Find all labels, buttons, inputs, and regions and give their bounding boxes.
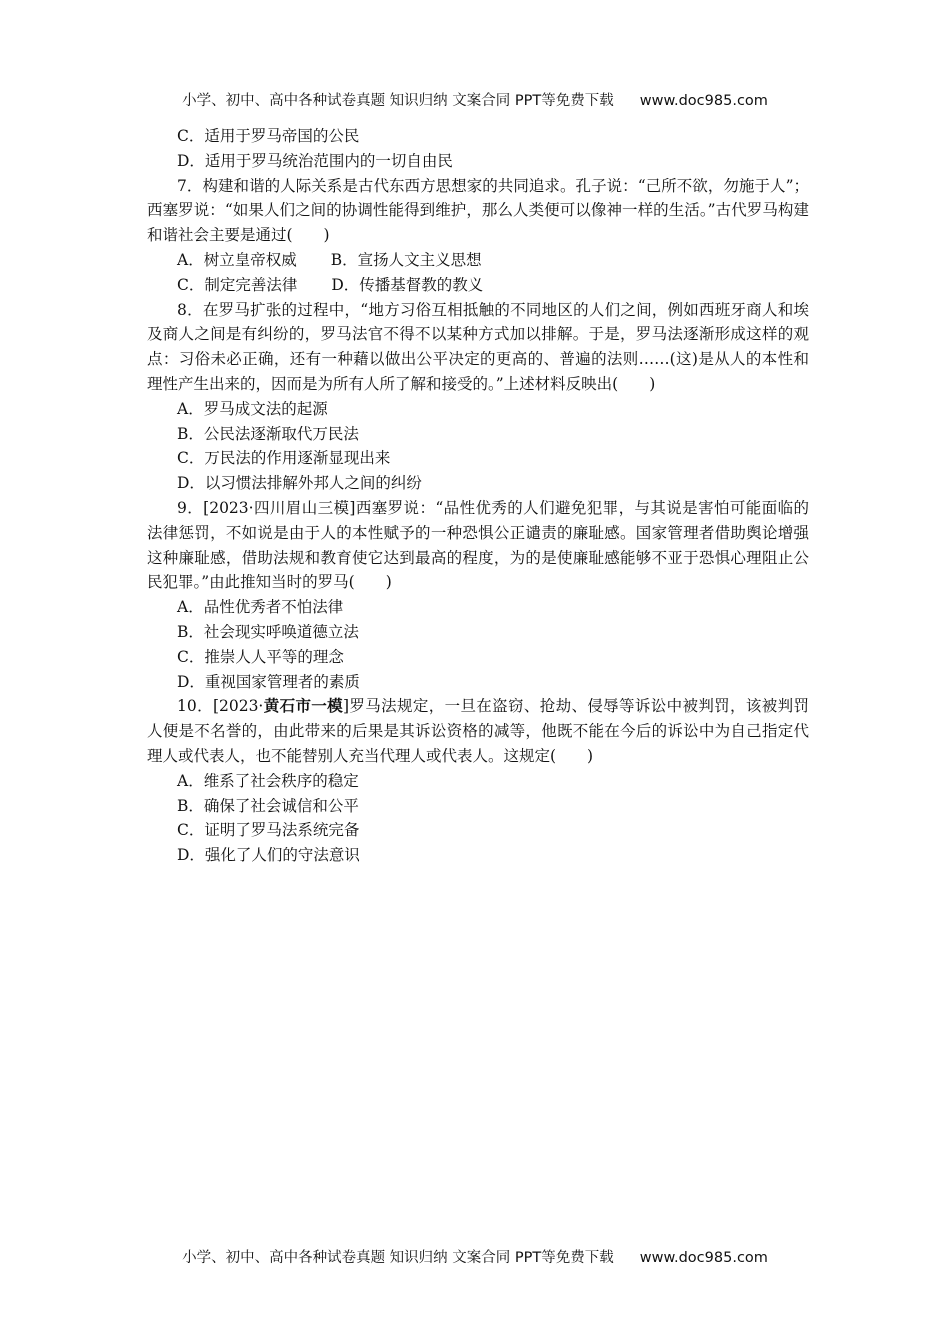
- question-7: [147, 174, 809, 298]
- option-d: D．强化了人们的守法意识: [177, 846, 360, 865]
- option-c: C．制定完善法律: [177, 275, 298, 294]
- option-d: D．传播基督教的教义: [331, 275, 484, 294]
- option-b: B．公民法逐渐取代万民法: [177, 424, 359, 443]
- question-10-number: 10．[2023·: [177, 697, 264, 716]
- footer-site-link[interactable]: www.doc985.com: [639, 1250, 768, 1266]
- page-header: [0, 89, 950, 110]
- question-10-text: ]罗马法规定，一旦在盗窃、抢劫、侵辱等诉讼中被判罚，该被判罚人便是不名誉的，由此带来的后果是其诉讼资格的减等，他既不能在今后的诉讼中为自己指定代理人或代表人，也不能替别人充当代理人或代表人。这规定( ): [147, 697, 809, 765]
- option-b: B．宣扬人文主义思想: [330, 250, 482, 269]
- header-text: 小学、初中、高中各种试卷真题 知识归纳 文案合同 PPT等免费下载: [182, 93, 614, 109]
- question-9: [147, 496, 809, 694]
- option-d: D．以习惯法排解外邦人之间的纠纷: [177, 474, 422, 493]
- previous-question-options: [147, 124, 809, 174]
- question-7-options-row-1: [147, 248, 809, 273]
- exam-content: [147, 124, 809, 868]
- option-c: C．万民法的作用逐渐显现出来: [177, 449, 391, 468]
- option-b: B．社会现实呼唤道德立法: [177, 622, 359, 641]
- option-a: A．罗马成文法的起源: [177, 399, 328, 418]
- question-8-stem: 8．在罗马扩张的过程中，“地方习俗互相抵触的不同地区的人们之间，例如西班牙商人和埃及商人之间是有纠纷的，罗马法官不得不以某种方式加以排解。于是，罗马法逐渐形成这样的观点：习俗未必正确，还有一种藉以做出公平决定的更高的、普遍的法则……(这)是从人的本性和理性产生出来的，因而是为所有人所了解和接受的。”上述材料反映出( ): [147, 300, 809, 393]
- header-site-link[interactable]: www.doc985.com: [639, 93, 768, 109]
- question-10-stem: [147, 694, 809, 768]
- footer-text: 小学、初中、高中各种试卷真题 知识归纳 文案合同 PPT等免费下载: [182, 1250, 614, 1266]
- question-8: [147, 298, 809, 496]
- question-9-stem: 9．[2023·四川眉山三模]西塞罗说：“品性优秀的人们避免犯罪，与其说是害怕可能面临的法律惩罚，不如说是由于人的本性赋予的一种恐惧公正谴责的廉耻感。国家管理者借助舆论增强这种廉耻感，借助法规和教育使它达到最高的程度，为的是使廉耻感能够不亚于恐惧心理阻止公民犯罪。”由此推知当时的罗马( ): [147, 498, 809, 592]
- option-d: D．重视国家管理者的素质: [177, 672, 360, 691]
- option-a: A．品性优秀者不怕法律: [177, 598, 344, 617]
- question-10: [147, 694, 809, 868]
- option-a: A．维系了社会秩序的稳定: [177, 771, 359, 790]
- question-10-source: 黄石市一模: [263, 696, 344, 716]
- page-footer: [0, 1246, 950, 1267]
- option-c: C．适用于罗马帝国的公民: [177, 127, 360, 145]
- option-c: C．推崇人人平等的理念: [177, 647, 344, 666]
- option-a: A．树立皇帝权威: [177, 250, 297, 269]
- option-b: B．确保了社会诚信和公平: [177, 796, 359, 815]
- question-7-stem: 7．构建和谐的人际关系是古代东西方思想家的共同追求。孔子说：“己所不欲，勿施于人”；西塞罗说：“如果人们之间的协调性能得到维护，那么人类便可以像神一样的生活。”古代罗马构建和谐社会主要是通过( ): [147, 176, 809, 245]
- question-7-options-row-2: [147, 273, 809, 298]
- option-c: C．证明了罗马法系统完备: [177, 821, 360, 840]
- option-d: D．适用于罗马统治范围内的一切自由民: [177, 151, 453, 170]
